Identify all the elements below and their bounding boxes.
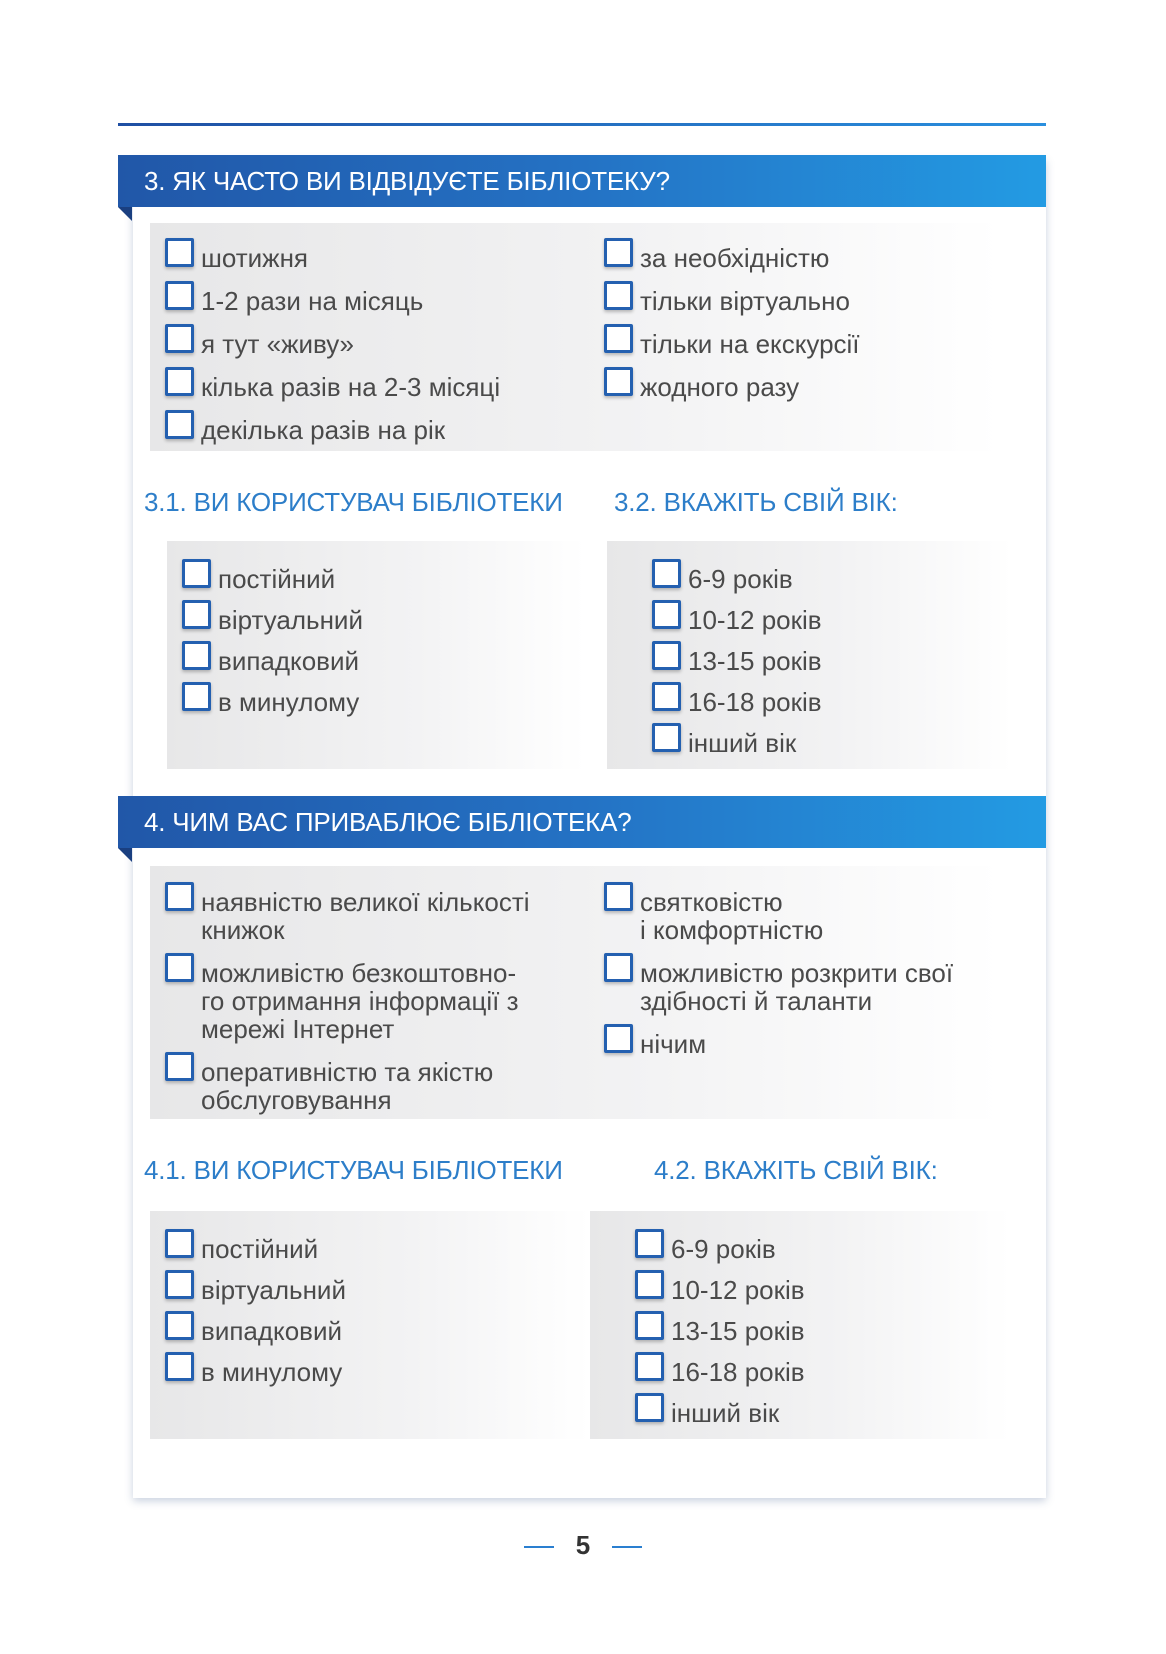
checkbox-icon[interactable] bbox=[652, 559, 681, 588]
page-number-dash-right bbox=[612, 1546, 642, 1548]
checkbox-option[interactable]: 16-18 років bbox=[652, 688, 822, 729]
checkbox-option[interactable]: можливістю розкрити свої здібності й таланти bbox=[604, 959, 953, 1030]
checkbox-icon[interactable] bbox=[165, 367, 194, 396]
checkbox-option[interactable]: оперативністю та якістю обслуговування bbox=[165, 1058, 530, 1118]
checkbox-option[interactable]: інший вік bbox=[652, 729, 822, 770]
checkbox-option[interactable]: 6-9 років bbox=[635, 1235, 805, 1276]
q3-1-title: 3.1. ВИ КОРИСТУВАЧ БІБЛІОТЕКИ bbox=[144, 487, 563, 517]
checkbox-option[interactable]: тільки віртуально bbox=[604, 287, 860, 330]
checkbox-icon[interactable] bbox=[652, 600, 681, 629]
checkbox-option[interactable]: 13-15 років bbox=[652, 647, 822, 688]
checkbox-icon[interactable] bbox=[604, 953, 633, 982]
checkbox-icon[interactable] bbox=[604, 1024, 633, 1053]
checkbox-icon[interactable] bbox=[652, 723, 681, 752]
checkbox-option[interactable]: святковістю і комфортністю bbox=[604, 888, 953, 959]
q4-options-left bbox=[165, 888, 530, 1118]
top-rule bbox=[118, 123, 1046, 126]
checkbox-icon[interactable] bbox=[182, 682, 211, 711]
checkbox-icon[interactable] bbox=[165, 410, 194, 439]
checkbox-option[interactable]: кілька разів на 2-3 місяці bbox=[165, 373, 500, 416]
checkbox-option[interactable]: наявністю великої кількості книжок bbox=[165, 888, 530, 959]
q4-1-title: 4.1. ВИ КОРИСТУВАЧ БІБЛІОТЕКИ bbox=[144, 1155, 563, 1185]
checkbox-option[interactable]: 16-18 років bbox=[635, 1358, 805, 1399]
checkbox-option[interactable]: в минулому bbox=[165, 1358, 346, 1399]
checkbox-option[interactable]: 6-9 років bbox=[652, 565, 822, 606]
q3-options-left bbox=[165, 244, 500, 459]
q3-2-options bbox=[652, 565, 822, 770]
checkbox-icon[interactable] bbox=[182, 559, 211, 588]
q3-options-right bbox=[604, 244, 860, 416]
checkbox-icon[interactable] bbox=[165, 324, 194, 353]
checkbox-icon[interactable] bbox=[165, 953, 194, 982]
checkbox-option[interactable]: декілька разів на рік bbox=[165, 416, 500, 459]
checkbox-option[interactable]: постійний bbox=[182, 565, 363, 606]
checkbox-option[interactable]: 10-12 років bbox=[635, 1276, 805, 1317]
checkbox-icon[interactable] bbox=[165, 238, 194, 267]
checkbox-icon[interactable] bbox=[604, 238, 633, 267]
checkbox-icon[interactable] bbox=[652, 641, 681, 670]
checkbox-option[interactable]: жодного разу bbox=[604, 373, 860, 416]
checkbox-option[interactable]: 13-15 років bbox=[635, 1317, 805, 1358]
page-number: 5 bbox=[575, 1530, 591, 1560]
checkbox-icon[interactable] bbox=[604, 324, 633, 353]
checkbox-icon[interactable] bbox=[165, 1229, 194, 1258]
checkbox-icon[interactable] bbox=[652, 682, 681, 711]
checkbox-icon[interactable] bbox=[182, 641, 211, 670]
checkbox-icon[interactable] bbox=[635, 1270, 664, 1299]
checkbox-option[interactable]: інший вік bbox=[635, 1399, 805, 1440]
checkbox-icon[interactable] bbox=[635, 1393, 664, 1422]
checkbox-icon[interactable] bbox=[635, 1229, 664, 1258]
q3-1-options bbox=[182, 565, 363, 729]
q3-2-title: 3.2. ВКАЖІТЬ СВІЙ ВІК: bbox=[614, 487, 898, 517]
checkbox-option[interactable]: тільки на екскурсії bbox=[604, 330, 860, 373]
checkbox-icon[interactable] bbox=[165, 1270, 194, 1299]
checkbox-option[interactable]: випадковий bbox=[182, 647, 363, 688]
q4-1-options bbox=[165, 1235, 346, 1399]
q3-header: 3. ЯК ЧАСТО ВИ ВІДВІДУЄТЕ БІБЛІОТЕКУ? bbox=[118, 155, 1046, 207]
checkbox-option[interactable]: випадковий bbox=[165, 1317, 346, 1358]
checkbox-icon[interactable] bbox=[604, 281, 633, 310]
checkbox-option[interactable]: 1-2 рази на місяць bbox=[165, 287, 500, 330]
checkbox-option[interactable]: нічим bbox=[604, 1030, 953, 1070]
checkbox-icon[interactable] bbox=[165, 281, 194, 310]
checkbox-icon[interactable] bbox=[165, 1311, 194, 1340]
checkbox-icon[interactable] bbox=[635, 1352, 664, 1381]
checkbox-icon[interactable] bbox=[165, 1052, 194, 1081]
checkbox-option[interactable]: віртуальний bbox=[165, 1276, 346, 1317]
checkbox-icon[interactable] bbox=[604, 367, 633, 396]
checkbox-option[interactable]: шотижня bbox=[165, 244, 500, 287]
checkbox-option[interactable]: віртуальний bbox=[182, 606, 363, 647]
checkbox-icon[interactable] bbox=[182, 600, 211, 629]
q4-2-title: 4.2. ВКАЖІТЬ СВІЙ ВІК: bbox=[654, 1155, 938, 1185]
checkbox-option[interactable]: 10-12 років bbox=[652, 606, 822, 647]
checkbox-icon[interactable] bbox=[604, 882, 633, 911]
checkbox-option[interactable]: за необхідністю bbox=[604, 244, 860, 287]
checkbox-icon[interactable] bbox=[165, 882, 194, 911]
q4-options-right bbox=[604, 888, 953, 1070]
checkbox-icon[interactable] bbox=[635, 1311, 664, 1340]
q4-2-options bbox=[635, 1235, 805, 1440]
checkbox-option[interactable]: постійний bbox=[165, 1235, 346, 1276]
checkbox-icon[interactable] bbox=[165, 1352, 194, 1381]
checkbox-option[interactable]: можливістю безкоштовно- го отримання інформації з мережі Інтернет bbox=[165, 959, 530, 1058]
checkbox-option[interactable]: в минулому bbox=[182, 688, 363, 729]
checkbox-option[interactable]: я тут «живу» bbox=[165, 330, 500, 373]
q4-header: 4. ЧИМ ВАС ПРИВАБЛЮЄ БІБЛІОТЕКА? bbox=[118, 796, 1046, 848]
